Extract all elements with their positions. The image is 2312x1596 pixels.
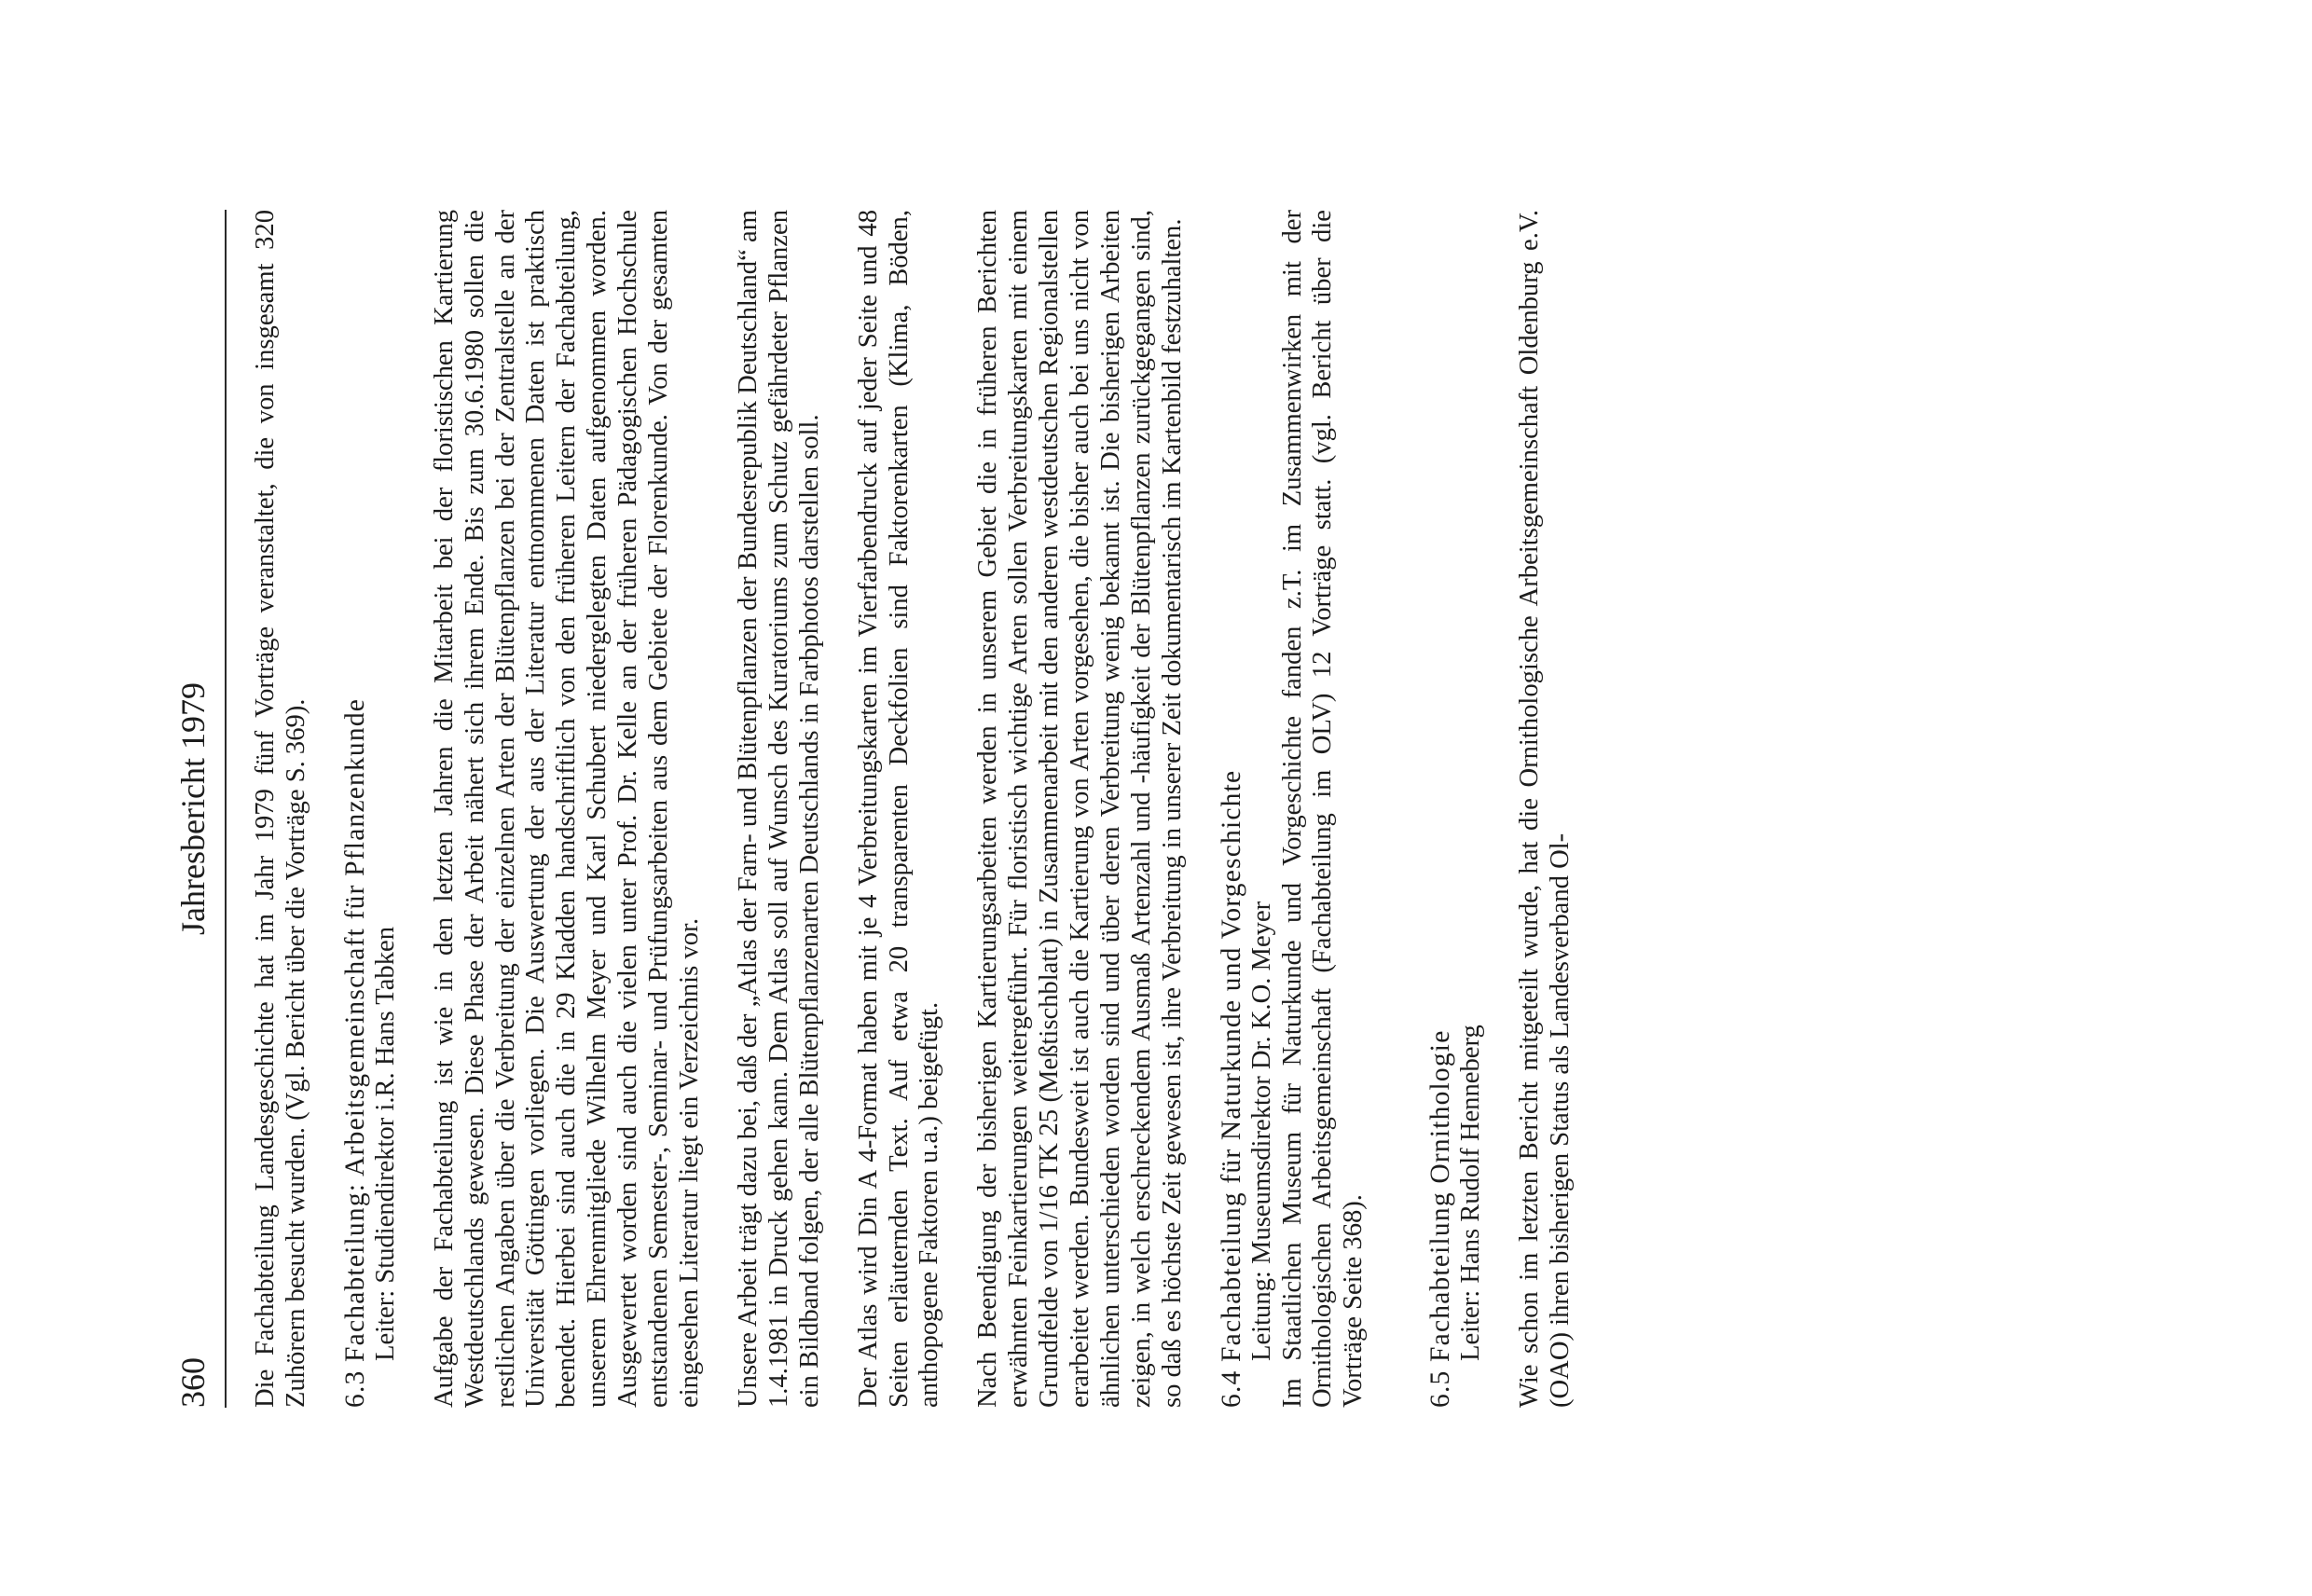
section-6-3-paragraph-3: Der Atlas wird Din A 4-Format haben mit je 4 Verbreitungskarten im Vierfarbendruck auf jeder Seite und 48 Seiten erläuternden Text. Auf etwa 20 transparenten Deckfolien sind Faktorenkarten (Klima, Böden, anthopogene Faktoren u.a.) beigefügt.: [853, 210, 944, 1408]
spacer: [402, 210, 430, 1408]
spacer: [1487, 210, 1515, 1408]
running-title: Jahresbericht 1979: [174, 682, 212, 935]
spacer: [1397, 210, 1425, 1408]
spacer: [826, 210, 854, 1408]
spacer: [945, 210, 973, 1408]
section-6-5-paragraph: Wie schon im letzten Bericht mitgeteilt wurde, hat die Ornithologische Arbeitsgemeinschaft Oldenburg e.V. (OAO) ihren bisherigen Status als Landesverband Ol-: [1515, 210, 1576, 1408]
section-6-3-paragraph-2: Unsere Arbeit trägt dazu bei, daß der „Atlas der Farn- und Blütenpflanzen der Bundesrepublik Deutschland“ am 1.4.1981 in Druck gehen kann. Dem Atlas soll auf Wunsch des Kuratoriums zum Schutz gefährdeter Pflanzen ein Bildband folgen, der alle Blütenpflanzenarten Deutschlands in Farbphotos darstellen soll.: [733, 210, 824, 1408]
section-6-4-heading: 6.4 Fachabteilung für Naturkunde und Vorgeschichte: [1216, 769, 1246, 1408]
spacer: [1369, 210, 1397, 1408]
intro-paragraph: Die Fachabteilung Landesgeschichte hat im Jahr 1979 fünf Vorträge veranstaltet, die von insgesamt 320 Zuhörern besucht wurden. (Vgl. Bericht über die Vorträge S. 369).: [251, 210, 310, 1408]
spacer: [706, 210, 734, 1408]
section-6-3-paragraph-1: Aufgabe der Fachabteilung ist wie in den letzten Jahren die Mitarbeit bei der floristischen Kartierung Westdeutschlands gewesen. Diese Phase der Arbeit nähert sich ihrem Ende. Bis zum 30.6.1980 sollen die restlichen Angaben über die Verbreitung der einzelnen Arten der Blütenpflanzen bei der Zentralstelle an der Universität Göttingen vorliegen. Die Auswertung der aus der Literatur entnommenen Daten ist praktisch beendet. Hierbei sind auch die in 29 Kladden handschriftlich von den früheren Leitern der Fachabteilung, unserem Ehrenmitgliede Wilhelm Meyer und Karl Schubert niedergelegten Daten aufgenommen worden. Ausgewertet worden sind auch die vielen unter Prof. Dr. Kelle an der früheren Pädagogischen Hochschule entstandenen Semester-, Seminar- und Prüfungsarbeiten aus dem Gebiete der Florenkunde. Von der gesamten eingesehen Literatur liegt ein Verzeichnis vor.: [429, 210, 704, 1408]
running-head: [172, 210, 213, 1408]
section-6-3-heading: 6.3 Fachabteilung: Arbeitsgemeinschaft für Pflanzenkunde: [339, 697, 370, 1408]
section-6-3-paragraph-4: Nach Beendigung der bisherigen Kartierungsarbeiten werden in unserem Gebiet die in früheren Berichten erwähnten Feinkartierungen weitergeführt. Für floristisch wichtige Arten sollen Verbreitungskarten mit einem Grundfelde von 1/16 TK 25 (Meßtischblatt) in Zusammenarbeit mit den anderen westdeutschen Regionalstellen erarbeitet werden. Bundesweit ist auch die Kartierung von Arten vorgesehen, die bisher auch bei uns nicht von ähnlichen unterschieden worden sind und über deren Verbreitung wenig bekannt ist. Die bisherigen Arbeiten zeigen, in welch erschreckendem Ausmaß Artenzahl und -häufigkeit der Blütenpflanzen zurückgegangen sind, so daß es höchste Zeit gewesen ist, ihre Verbreitung in unserer Zeit dokumentarisch im Kartenbild festzuhalten.: [973, 210, 1187, 1408]
section-6-4-paragraph: Im Staatlichen Museum für Naturkunde und Vorgeschichte fanden z.T. im Zusammenwirken mit der Ornithologischen Arbeitsgemeinschaft (Fachabteilung im OLV) 12 Vorträge statt. (vgl. Bericht über die Vorträge Seite 368).: [1277, 210, 1369, 1408]
spacer: [1189, 210, 1217, 1408]
section-6-5-heading: 6.5 Fachabteilung Ornithologie: [1425, 1029, 1456, 1408]
spacer: [312, 210, 340, 1408]
section-6-5-leader: Leiter: Hans Rudolf Henneberg: [1456, 1025, 1486, 1361]
page-number: 360: [174, 1357, 212, 1408]
rotated-page: [172, 210, 2037, 1408]
section-6-4-leader: Leitung: Museumsdirektor Dr. K.O. Meyer: [1246, 901, 1276, 1361]
section-6-3-leader: Leiter: Studiendirektor i.R. Hans Tabken: [370, 927, 400, 1361]
header-rule: [225, 210, 227, 1408]
